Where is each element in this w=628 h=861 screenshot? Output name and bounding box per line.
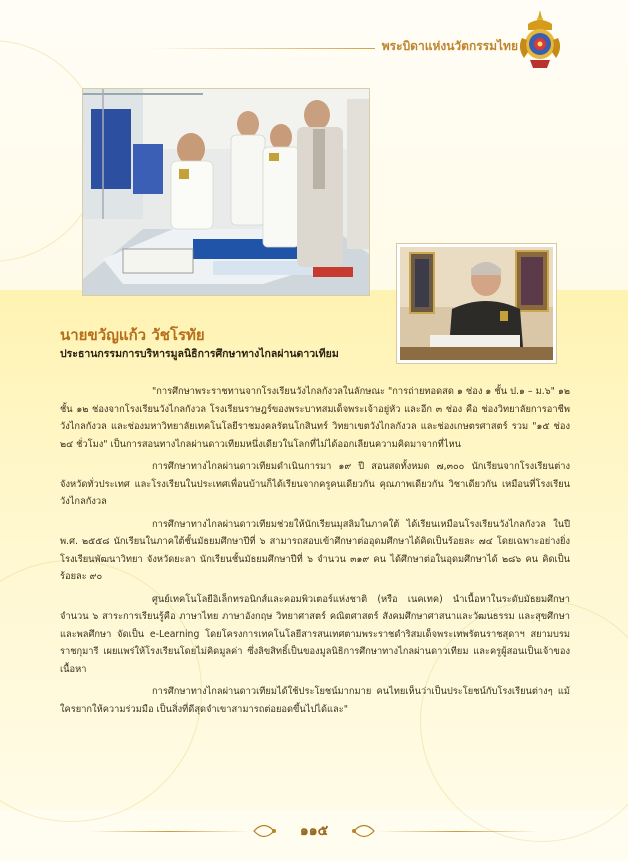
- royal-emblem-icon: [518, 8, 562, 70]
- main-photo: [83, 89, 369, 295]
- body-paragraph: การศึกษาทางไกลผ่านดาวเทียมช่วยให้นักเรียนมุสลิมในภาคใต้ ได้เรียนเหมือนโรงเรียนวังไกลกังวล ในปี พ.ศ. ๒๕๕๘ นักเรียนในภาคใต้ชั้นมัธยมศึกษาปีที่ ๖ สามารถสอบเข้าศึกษาต่ออุดมศึกษาได้คิดเป็นร้อยละ ๗๔ โดยเฉพาะอย่างยิ่ง โรงเรียนพัฒนาวิทยา จังหวัดยะลา นักเรียนชั้นมัธยมศึกษาปีที่ ๖ จำนวน ๓๑๙ คน ได้ศึกษาต่อในอุดมศึกษาได้ ๒๘๖ คน คิดเป็นร้อยละ ๙๐: [60, 518, 570, 582]
- body-paragraph: การศึกษาทางไกลผ่านดาวเทียมดำเนินการมา ๑๙ ปี สอนสดทั้งหมด ๗,๓๐๐ นักเรียนจากโรงเรียนต่างจังหวัดทั่วประเทศ และโรงเรียนในประเทศเพื่อนบ้านก็ได้เรียนจากครูคนเดียวกัน คุณภาพเดียวกัน วิชาเดียวกัน เหมือนที่โรงเรียนวังไกลกังวล: [60, 461, 570, 507]
- footer-divider-right: [378, 831, 538, 832]
- body-paragraph: ศูนย์เทคโนโลยีอิเล็กทรอนิกส์และคอมพิวเตอร์แห่งชาติ (หรือ เนคเทค) นำเนื้อหาในระดับมัธยมศึกษา จำนวน ๖ สาระการเรียนรู้คือ ภาษาไทย ภาษาอังกฤษ วิทยาศาสตร์ คณิตศาสตร์ สังคมศึกษาศาสนาและวัฒนธรรม และสุขศึกษาและพลศึกษา จัดเป็น e-Learning โดยโครงการเทคโนโลยีสารสนเทศตามพระราชดำริสมเด็จพระเทพรัตนราชสุดาฯ สยามบรมราชกุมารี เผยแพร่ให้โรงเรียนโดยไม่คิดมูลค่า ซึ่งลิขสิทธิ์เป็นของมูลนิธิการศึกษาทางไกลผ่านดาวเทียม และครูผู้สอนเป็นเจ้าของเนื้อหา: [60, 593, 570, 675]
- page-number: ๑๑๕: [299, 823, 329, 839]
- article-body: [60, 383, 570, 723]
- portrait-photo-image: [400, 247, 553, 360]
- body-paragraph: "การศึกษาพระราชทานจากโรงเรียนวังไกลกังวลในลักษณะ "การถ่ายทอดสด ๑ ช่อง ๑ ชั้น ป.๑ – ม.๖" ๑๒ ชั้น ๑๒ ช่องจากโรงเรียนวังไกลกังวล โรงเรียนราษฎร์ของพระบาทสมเด็จพระเจ้าอยู่หัว และอีก ๓ ช่อง คือ ช่องวิทยาลัยการอาชีพวังไกลกังวล และช่องมหาวิทยาลัยเทคโนโลยีราชมงคลรัตนโกสินทร์ วิทยาเขตวังไกลกังวล และช่องเกษตรศาสตร์ รวม "๑๕ ช่อง ๒๔ ชั่วโมง" เป็นการสอนทางไกลผ่านดาวเทียมหนึ่งเดียวในโลกที่ไม่ได้ออกเลียนความคิดมาจากที่ไหน: [60, 386, 570, 450]
- person-role: ประธานกรรมการบริหารมูลนิธิการศึกษาทางไกลผ่านดาวเทียม: [60, 348, 339, 360]
- main-photo-image: [83, 89, 369, 295]
- footer-divider-left: [90, 831, 250, 832]
- header-divider: [150, 48, 375, 49]
- page-header-title: พระบิดาแห่งนวัตกรรมไทย: [381, 39, 518, 53]
- person-name: นายขวัญแก้ว วัชโรทัย: [60, 326, 205, 344]
- portrait-photo: [400, 247, 553, 360]
- body-paragraph: การศึกษาทางไกลผ่านดาวเทียมได้ใช้ประโยชน์มากมาย คนไทยเห็นว่าเป็นประโยชน์กับโรงเรียนต่างๆ แม้ใครยากให้ความร่วมมือ เป็นสิ่งที่ดีสุดจำเขาสามารถต่อยอดขึ้นไปได้และ": [60, 686, 570, 715]
